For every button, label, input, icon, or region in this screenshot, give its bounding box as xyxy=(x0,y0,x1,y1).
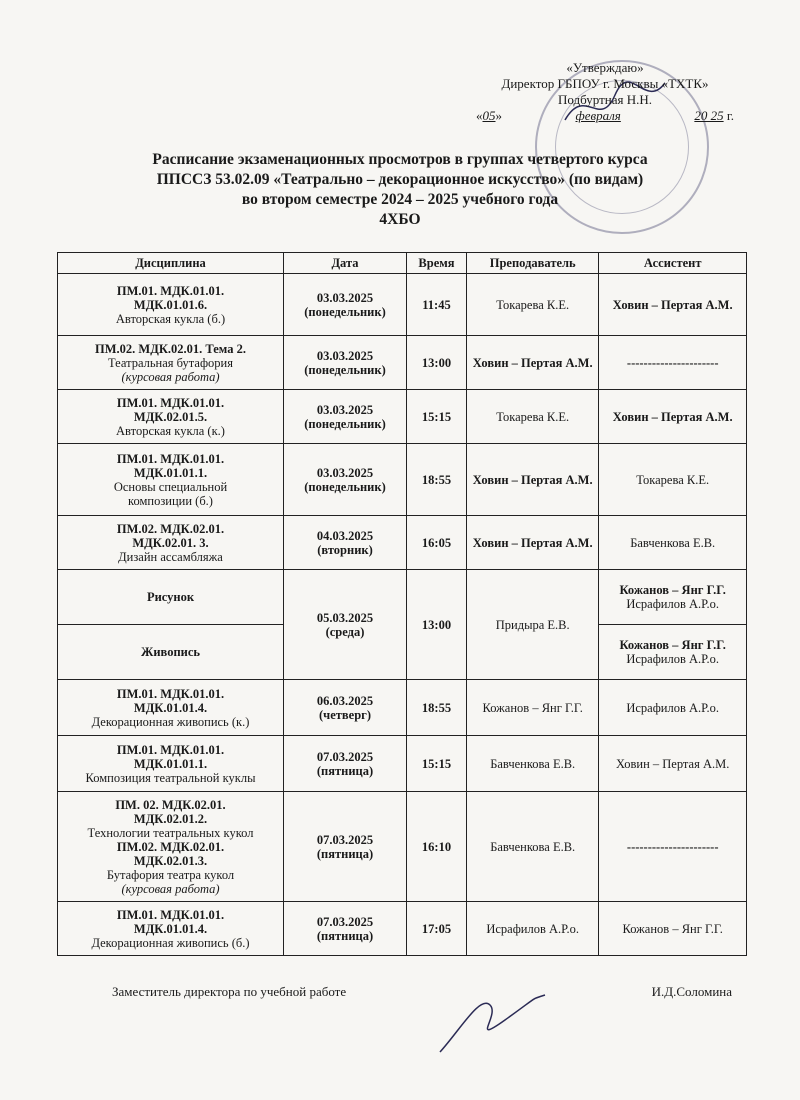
discipline-cell: ПМ.01. МДК.01.01. МДК.01.01.1. Композиция театральной куклы xyxy=(58,736,284,792)
approval-block xyxy=(470,60,740,124)
table-header-row xyxy=(58,253,747,274)
time-cell: 13:00 xyxy=(406,336,466,390)
discipline-cell: ПМ.01. МДК.01.01. МДК.01.01.6. Авторская кукла (б.) xyxy=(58,274,284,336)
approval-day: 05 xyxy=(482,108,496,123)
date-cell: 03.03.2025 (понедельник) xyxy=(284,444,407,516)
table-row xyxy=(58,736,747,792)
table-row xyxy=(58,792,747,902)
teacher-cell: Бавченкова Е.В. xyxy=(467,792,599,902)
assistant-cell: Бавченкова Е.В. xyxy=(599,516,747,570)
teacher-cell: Ховин – Пертая А.М. xyxy=(467,444,599,516)
assistant-cell: Кожанов – Янг Г.Г. Исрафилов А.Р.о. xyxy=(599,625,747,680)
discipline-cell: ПМ.01. МДК.01.01. МДК.01.01.4. Декорационная живопись (б.) xyxy=(58,902,284,956)
discipline-cell: ПМ.01. МДК.01.01. МДК.01.01.4. Декорационная живопись (к.) xyxy=(58,680,284,736)
time-cell: 16:10 xyxy=(406,792,466,902)
discipline-cell: Живопись xyxy=(58,625,284,680)
teacher-cell: Бавченкова Е.В. xyxy=(467,736,599,792)
time-cell: 17:05 xyxy=(406,902,466,956)
footer-position: Заместитель директора по учебной работе xyxy=(112,984,347,999)
table-row xyxy=(58,570,747,625)
assistant-cell: Кожанов – Янг Г.Г. xyxy=(599,902,747,956)
discipline-cell: Рисунок xyxy=(58,570,284,625)
discipline-cell: ПМ.01. МДК.01.01. МДК.01.01.1. Основы специальной композиции (б.) xyxy=(58,444,284,516)
assistant-cell: Ховин – Пертая А.М. xyxy=(599,736,747,792)
teacher-cell: Токарева К.Е. xyxy=(467,274,599,336)
date-cell: 07.03.2025 (пятница) xyxy=(284,902,407,956)
date-cell: 03.03.2025 (понедельник) xyxy=(284,274,407,336)
schedule-table xyxy=(57,252,747,956)
time-cell: 18:55 xyxy=(406,680,466,736)
assistant-cell: ---------------------- xyxy=(599,336,747,390)
table-row xyxy=(58,274,747,336)
teacher-cell: Кожанов – Янг Г.Г. xyxy=(467,680,599,736)
approval-name: Подбуртная Н.Н. xyxy=(558,92,652,107)
approval-year: 20 25 xyxy=(694,108,724,123)
title-line-1: Расписание экзаменационных просмотров в группах четвертого курса xyxy=(152,151,648,168)
header-time: Время xyxy=(406,253,466,274)
footer xyxy=(112,984,732,1000)
teacher-cell: Исрафилов А.Р.о. xyxy=(467,902,599,956)
table-row xyxy=(58,516,747,570)
teacher-cell: Токарева К.Е. xyxy=(467,390,599,444)
date-cell: 06.03.2025 (четверг) xyxy=(284,680,407,736)
date-cell: 05.03.2025 (среда) xyxy=(284,570,407,680)
group-code: 4ХБО xyxy=(379,211,421,228)
date-cell: 03.03.2025 (понедельник) xyxy=(284,390,407,444)
approval-title: «Утверждаю» xyxy=(566,60,644,75)
table-row xyxy=(58,902,747,956)
table-row xyxy=(58,336,747,390)
date-cell: 04.03.2025 (вторник) xyxy=(284,516,407,570)
assistant-cell: Ховин – Пертая А.М. xyxy=(599,390,747,444)
table-row xyxy=(58,390,747,444)
discipline-cell: ПМ.01. МДК.01.01. МДК.02.01.5. Авторская кукла (к.) xyxy=(58,390,284,444)
time-cell: 15:15 xyxy=(406,736,466,792)
deputy-signature xyxy=(430,990,550,1060)
time-cell: 16:05 xyxy=(406,516,466,570)
table-row xyxy=(58,444,747,516)
header-date: Дата xyxy=(284,253,407,274)
discipline-cell: ПМ. 02. МДК.02.01. МДК.02.01.2. Технологии театральных кукол ПМ.02. МДК.02.01. МДК.02.01.3. Бутафория театра кукол (курсовая работа) xyxy=(58,792,284,902)
discipline-cell: ПМ.02. МДК.02.01. Тема 2. Театральная бутафория (курсовая работа) xyxy=(58,336,284,390)
title-line-2: ППССЗ 53.02.09 «Театрально – декорационное искусство» (по видам) xyxy=(156,171,644,188)
teacher-cell: Ховин – Пертая А.М. xyxy=(467,516,599,570)
assistant-cell: Кожанов – Янг Г.Г. Исрафилов А.Р.о. xyxy=(599,570,747,625)
assistant-cell: Ховин – Пертая А.М. xyxy=(599,274,747,336)
assistant-cell: Исрафилов А.Р.о. xyxy=(599,680,747,736)
footer-name: И.Д.Соломина xyxy=(651,984,732,999)
time-cell: 15:15 xyxy=(406,390,466,444)
time-cell: 11:45 xyxy=(406,274,466,336)
assistant-cell: ---------------------- xyxy=(599,792,747,902)
approval-month: февраля xyxy=(575,108,621,123)
teacher-cell: Придыра Е.В. xyxy=(467,570,599,680)
title-line-3: во втором семестре 2024 – 2025 учебного года xyxy=(241,191,559,208)
discipline-cell: ПМ.02. МДК.02.01. МДК.02.01. 3. Дизайн ассамбляжа xyxy=(58,516,284,570)
teacher-cell: Ховин – Пертая А.М. xyxy=(467,336,599,390)
approval-date: «05» февраля 20 25 г. xyxy=(476,108,734,123)
time-cell: 13:00 xyxy=(406,570,466,680)
approval-director: Директор ГБПОУ г. Москвы «ТХТК» xyxy=(501,76,709,91)
date-cell: 03.03.2025 (понедельник) xyxy=(284,336,407,390)
date-cell: 07.03.2025 (пятница) xyxy=(284,736,407,792)
document-title xyxy=(0,150,800,230)
header-assistant: Ассистент xyxy=(599,253,747,274)
date-cell: 07.03.2025 (пятница) xyxy=(284,792,407,902)
time-cell: 18:55 xyxy=(406,444,466,516)
table-row xyxy=(58,680,747,736)
header-teacher: Преподаватель xyxy=(467,253,599,274)
header-discipline: Дисциплина xyxy=(58,253,284,274)
assistant-cell: Токарева К.Е. xyxy=(599,444,747,516)
